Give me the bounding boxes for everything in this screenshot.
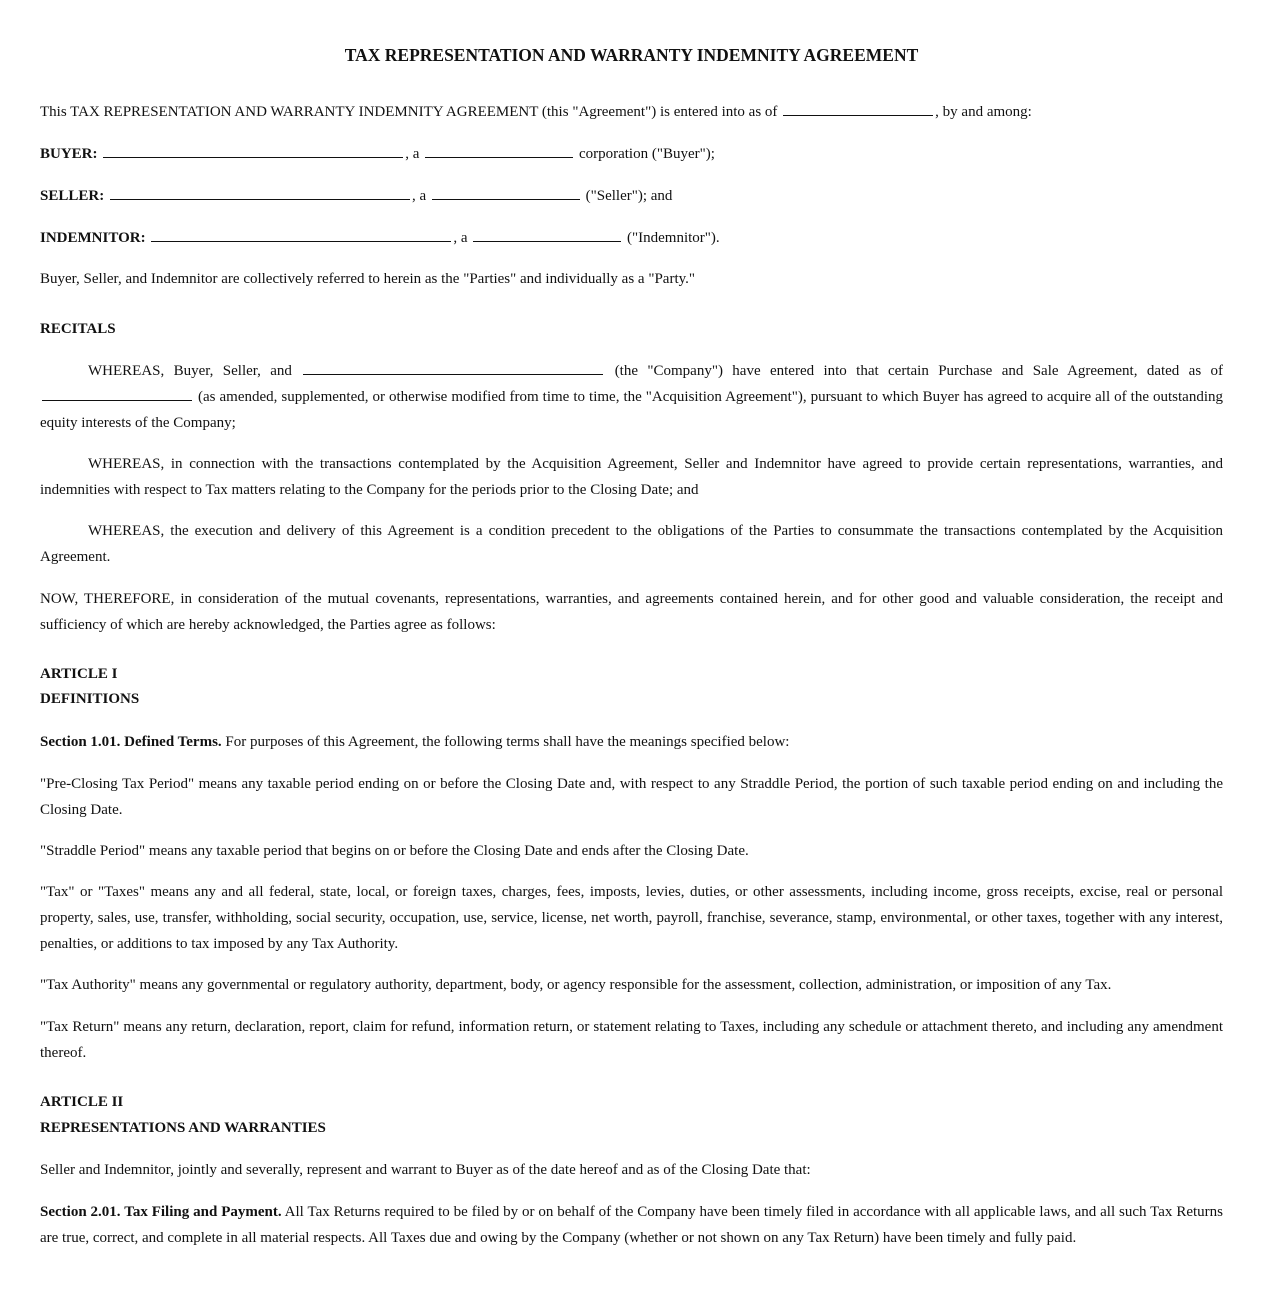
article-2-intro: Seller and Indemnitor, jointly and severally, represent and warrant to Buyer as of the date hereof and as of the Closing Date that:	[40, 1162, 811, 1178]
seller-type-blank	[432, 185, 580, 200]
date-blank	[783, 101, 933, 116]
definition-pre-closing-tax-period: "Pre-Closing Tax Period" means any taxable period ending on or before the Closing Date and, with respect to any Straddle Period, the portion of such taxable period ending on and including the Closing Date.	[40, 776, 1223, 818]
buyer-type-blank	[425, 143, 573, 158]
buyer-end: corporation ("Buyer");	[578, 146, 715, 162]
section-2-01-text: All Tax Returns required to be filed by or on behalf of the Company have been timely filed in accordance with all applicable laws, and all such Tax Returns are true, correct, and complete in all material respects. All Taxes due and owing by the Company (whether or not shown on any Tax Return) have been timely and fully paid.	[40, 1204, 1223, 1246]
seller-line	[40, 183, 1223, 209]
collective-reference: Buyer, Seller, and Indemnitor are collectively referred to herein as the "Parties" and individually as a "Party."	[40, 271, 696, 287]
indemnitor-line	[40, 225, 1223, 251]
article-1-number: ARTICLE I	[40, 666, 118, 682]
acquisition-date-blank	[42, 386, 192, 401]
section-2-01	[40, 1199, 1223, 1251]
seller-mid: , a	[411, 188, 427, 204]
indemnitor-end: ("Indemnitor").	[627, 230, 720, 246]
preamble	[40, 99, 1223, 125]
buyer-label: BUYER:	[40, 146, 98, 162]
buyer-mid: , a	[405, 146, 420, 162]
buyer-name-blank	[103, 143, 403, 158]
recital-1-start: WHEREAS, Buyer, Seller, and	[88, 363, 292, 379]
preamble-end: , by and among:	[935, 104, 1032, 120]
company-name-blank	[303, 360, 603, 375]
buyer-line	[40, 141, 1223, 167]
recital-2: WHEREAS, in connection with the transactions contemplated by the Acquisition Agreement, Seller and Indemnitor have agreed to provide certain representations, warranties, and indemnities with respect to Tax matters relating to the Company for the periods prior to the Closing Date; and	[40, 456, 1223, 498]
definition-straddle-period: "Straddle Period" means any taxable period that begins on or before the Closing Date and ends after the Closing Date.	[40, 843, 749, 859]
definition-tax: "Tax" or "Taxes" means any and all federal, state, local, or foreign taxes, charges, fees, imposts, levies, duties, or other assessments, including income, gross receipts, excise, real or personal property, sales, use, transfer, withholding, social security, occupation, use, service, license, net worth, payroll, franchise, severance, stamp, environmental, or other taxes, together with any interest, penalties, or additions to tax imposed by any Tax Authority.	[40, 884, 1223, 952]
section-1-01	[40, 729, 1223, 755]
indemnitor-mid: , a	[453, 230, 468, 246]
recital-3: WHEREAS, the execution and delivery of this Agreement is a condition precedent to the obligations of the Parties to consummate the transactions contemplated by the Acquisition Agreement.	[40, 523, 1223, 565]
section-1-01-text: For purposes of this Agreement, the following terms shall have the meanings specified below:	[221, 734, 790, 750]
seller-label: SELLER:	[40, 188, 105, 204]
definition-tax-authority: "Tax Authority" means any governmental or regulatory authority, department, body, or agency responsible for the assessment, collection, administration, or imposition of any Tax.	[40, 977, 1112, 993]
document-title: TAX REPRESENTATION AND WARRANTY INDEMNITY AGREEMENT	[344, 45, 919, 65]
section-2-01-heading: Section 2.01. Tax Filing and Payment.	[40, 1204, 282, 1220]
indemnitor-label: INDEMNITOR:	[40, 230, 146, 246]
article-2-name: REPRESENTATIONS AND WARRANTIES	[40, 1120, 326, 1136]
article-2-number: ARTICLE II	[40, 1094, 124, 1110]
recital-1-end: (as amended, supplemented, or otherwise modified from time to time, the "Acquisition Agreement"), pursuant to which Buyer has agreed to acquire all of the outstanding equity interests of the Company;	[40, 389, 1223, 431]
indemnitor-type-blank	[473, 227, 621, 242]
seller-name-blank	[110, 185, 410, 200]
indemnitor-name-blank	[151, 227, 451, 242]
now-therefore-clause: NOW, THEREFORE, in consideration of the mutual covenants, representations, warranties, and agreements contained herein, and for other good and valuable consideration, the receipt and sufficiency of which are hereby acknowledged, the Parties agree as follows:	[40, 591, 1223, 633]
section-1-01-heading: Section 1.01. Defined Terms.	[40, 734, 222, 750]
seller-end: ("Seller"); and	[585, 188, 673, 204]
recital-1-mid: (the "Company") have entered into that certain Purchase and Sale Agreement, dated as of	[614, 363, 1224, 379]
recitals-heading: RECITALS	[40, 321, 116, 337]
definition-tax-return: "Tax Return" means any return, declaration, report, claim for refund, information return, or statement relating to Taxes, including any schedule or attachment thereto, and including any amendment thereof.	[40, 1019, 1223, 1061]
recital-1	[40, 358, 1223, 436]
article-1-name: DEFINITIONS	[40, 691, 140, 707]
preamble-text: This TAX REPRESENTATION AND WARRANTY INDEMNITY AGREEMENT (this "Agreement") is entered into as of	[40, 104, 778, 120]
